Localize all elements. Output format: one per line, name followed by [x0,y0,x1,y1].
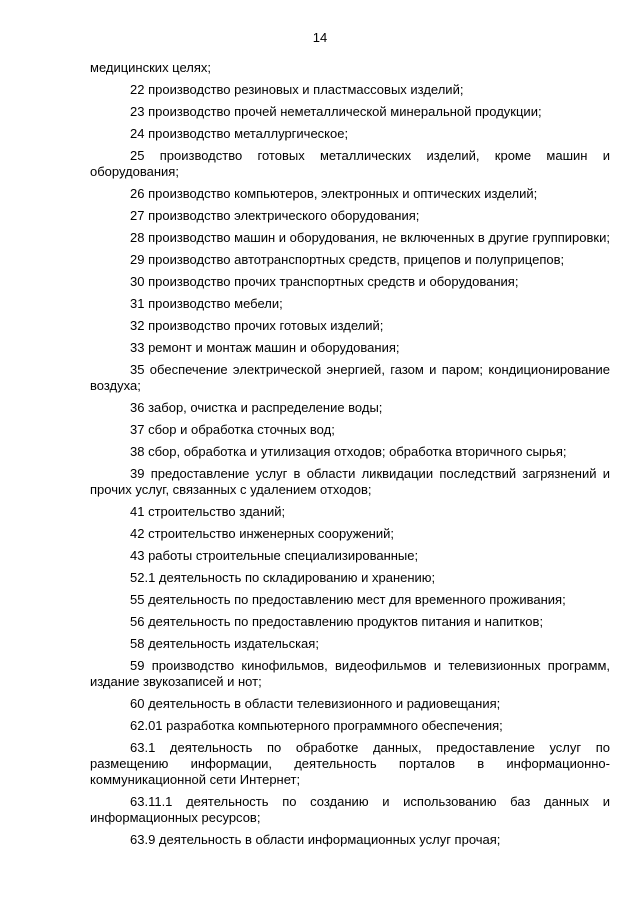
list-item: 28 производство машин и оборудования, не включенных в другие группировки; [130,230,610,245]
list-item: 31 производство мебели; [130,296,283,311]
list-item: 23 производство прочей неметаллической минеральной продукции; [130,104,542,119]
list-item: 43 работы строительные специализированные; [130,548,419,563]
list-item: 55 деятельность по предоставлению мест для временного проживания; [130,592,566,607]
list-item: 63.11.1 деятельность по созданию и использованию баз данных и информационных ресурсов; [90,794,610,825]
list-item: 38 сбор, обработка и утилизация отходов; обработка вторичного сырья; [130,444,567,459]
list-item: 22 производство резиновых и пластмассовых изделий; [130,82,464,97]
list-item: 37 сбор и обработка сточных вод; [130,422,335,437]
list-item: 27 производство электрического оборудования; [130,208,420,223]
list-item: 25 производство готовых металлических изделий, кроме машин и оборудования; [90,148,610,179]
paragraph: медицинских целях; [90,60,212,75]
list-item: 63.1 деятельность по обработке данных, предоставление услуг по размещению информации, деятельность порталов в информационно-коммуникационной сети Интернет; [90,740,610,787]
list-item: 35 обеспечение электрической энергией, газом и паром; кондиционирование воздуха; [90,362,610,393]
list-item: 58 деятельность издательская; [130,636,319,651]
list-item: 26 производство компьютеров, электронных и оптических изделий; [130,186,538,201]
list-item: 52.1 деятельность по складированию и хранению; [130,570,436,585]
list-item: 24 производство металлургическое; [130,126,349,141]
list-item: 30 производство прочих транспортных средств и оборудования; [130,274,519,289]
list-item: 63.9 деятельность в области информационных услуг прочая; [130,832,501,847]
list-item: 29 производство автотранспортных средств, прицепов и полуприцепов; [130,252,565,267]
document-body [90,60,610,854]
list-item: 41 строительство зданий; [130,504,286,519]
page-number: 14 [312,30,328,45]
list-item: 32 производство прочих готовых изделий; [130,318,384,333]
list-item: 33 ремонт и монтаж машин и оборудования; [130,340,400,355]
list-item: 59 производство кинофильмов, видеофильмов и телевизионных программ, издание звукозаписей и нот; [90,658,610,689]
list-item: 39 предоставление услуг в области ликвидации последствий загрязнений и прочих услуг, связанных с удалением отходов; [90,466,610,497]
list-item: 36 забор, очистка и распределение воды; [130,400,383,415]
list-item: 56 деятельность по предоставлению продуктов питания и напитков; [130,614,544,629]
list-item: 62.01 разработка компьютерного программного обеспечения; [130,718,503,733]
list-item: 60 деятельность в области телевизионного и радиовещания; [130,696,501,711]
list-item: 42 строительство инженерных сооружений; [130,526,394,541]
